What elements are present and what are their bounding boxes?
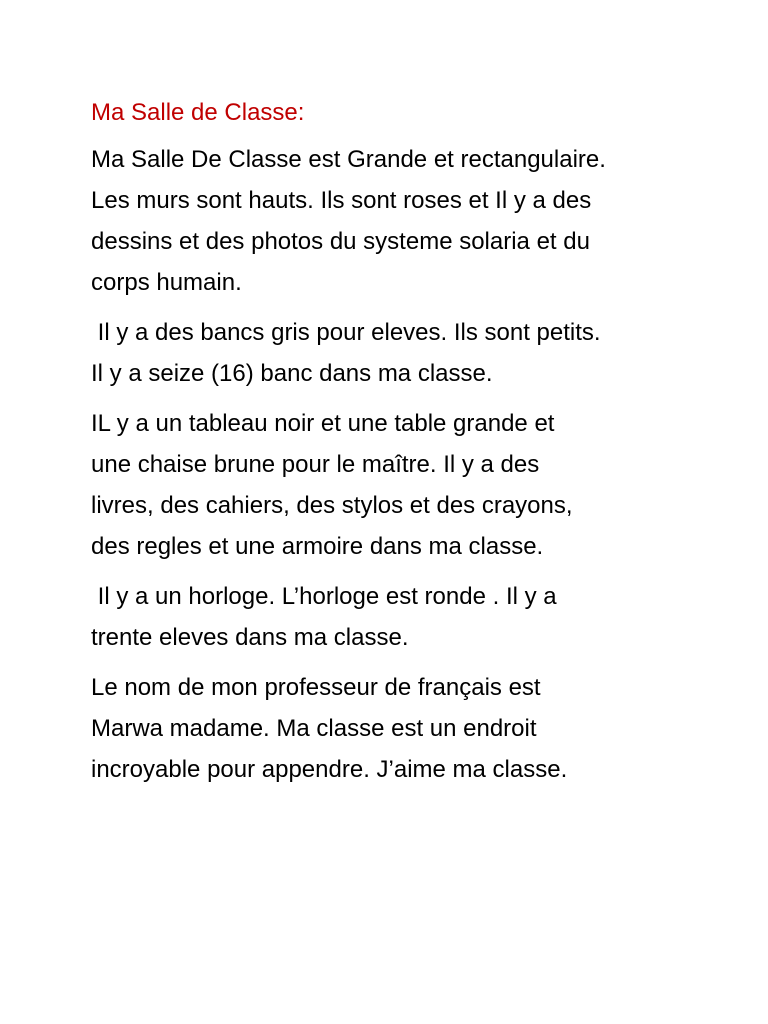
- text-line: Il y a seize (16) banc dans ma classe.: [91, 360, 493, 387]
- text-line: une chaise brune pour le maître. Il y a des: [91, 451, 540, 478]
- text-line: dessins et des photos du systeme solaria et du: [91, 228, 590, 255]
- text-line: trente eleves dans ma classe.: [91, 624, 409, 651]
- paragraph-teacher: [91, 667, 691, 790]
- paragraph-classroom-description: [91, 139, 691, 303]
- text-line: des regles et une armoire dans ma classe.: [91, 533, 544, 560]
- document-title: Ma Salle de Classe:: [91, 99, 305, 126]
- text-line: Ma Salle De Classe est Grande et rectangulaire.: [91, 146, 606, 173]
- text-line: Il y a un horloge. L’horloge est ronde . Il y a: [91, 583, 557, 610]
- text-line: corps humain.: [91, 269, 242, 296]
- document-body: [91, 92, 691, 799]
- text-line: IL y a un tableau noir et une table grande et: [91, 410, 555, 437]
- paragraph-furniture: [91, 403, 691, 567]
- text-line: Marwa madame. Ma classe est un endroit: [91, 715, 537, 742]
- text-line: Le nom de mon professeur de français est: [91, 674, 541, 701]
- paragraph-benches: [91, 312, 691, 394]
- paragraph-clock: [91, 576, 691, 658]
- text-line: Les murs sont hauts. Ils sont roses et Il y a des: [91, 187, 592, 214]
- text-line: Il y a des bancs gris pour eleves. Ils sont petits.: [91, 319, 601, 346]
- text-line: incroyable pour appendre. J’aime ma classe.: [91, 756, 568, 783]
- text-line: livres, des cahiers, des stylos et des crayons,: [91, 492, 573, 519]
